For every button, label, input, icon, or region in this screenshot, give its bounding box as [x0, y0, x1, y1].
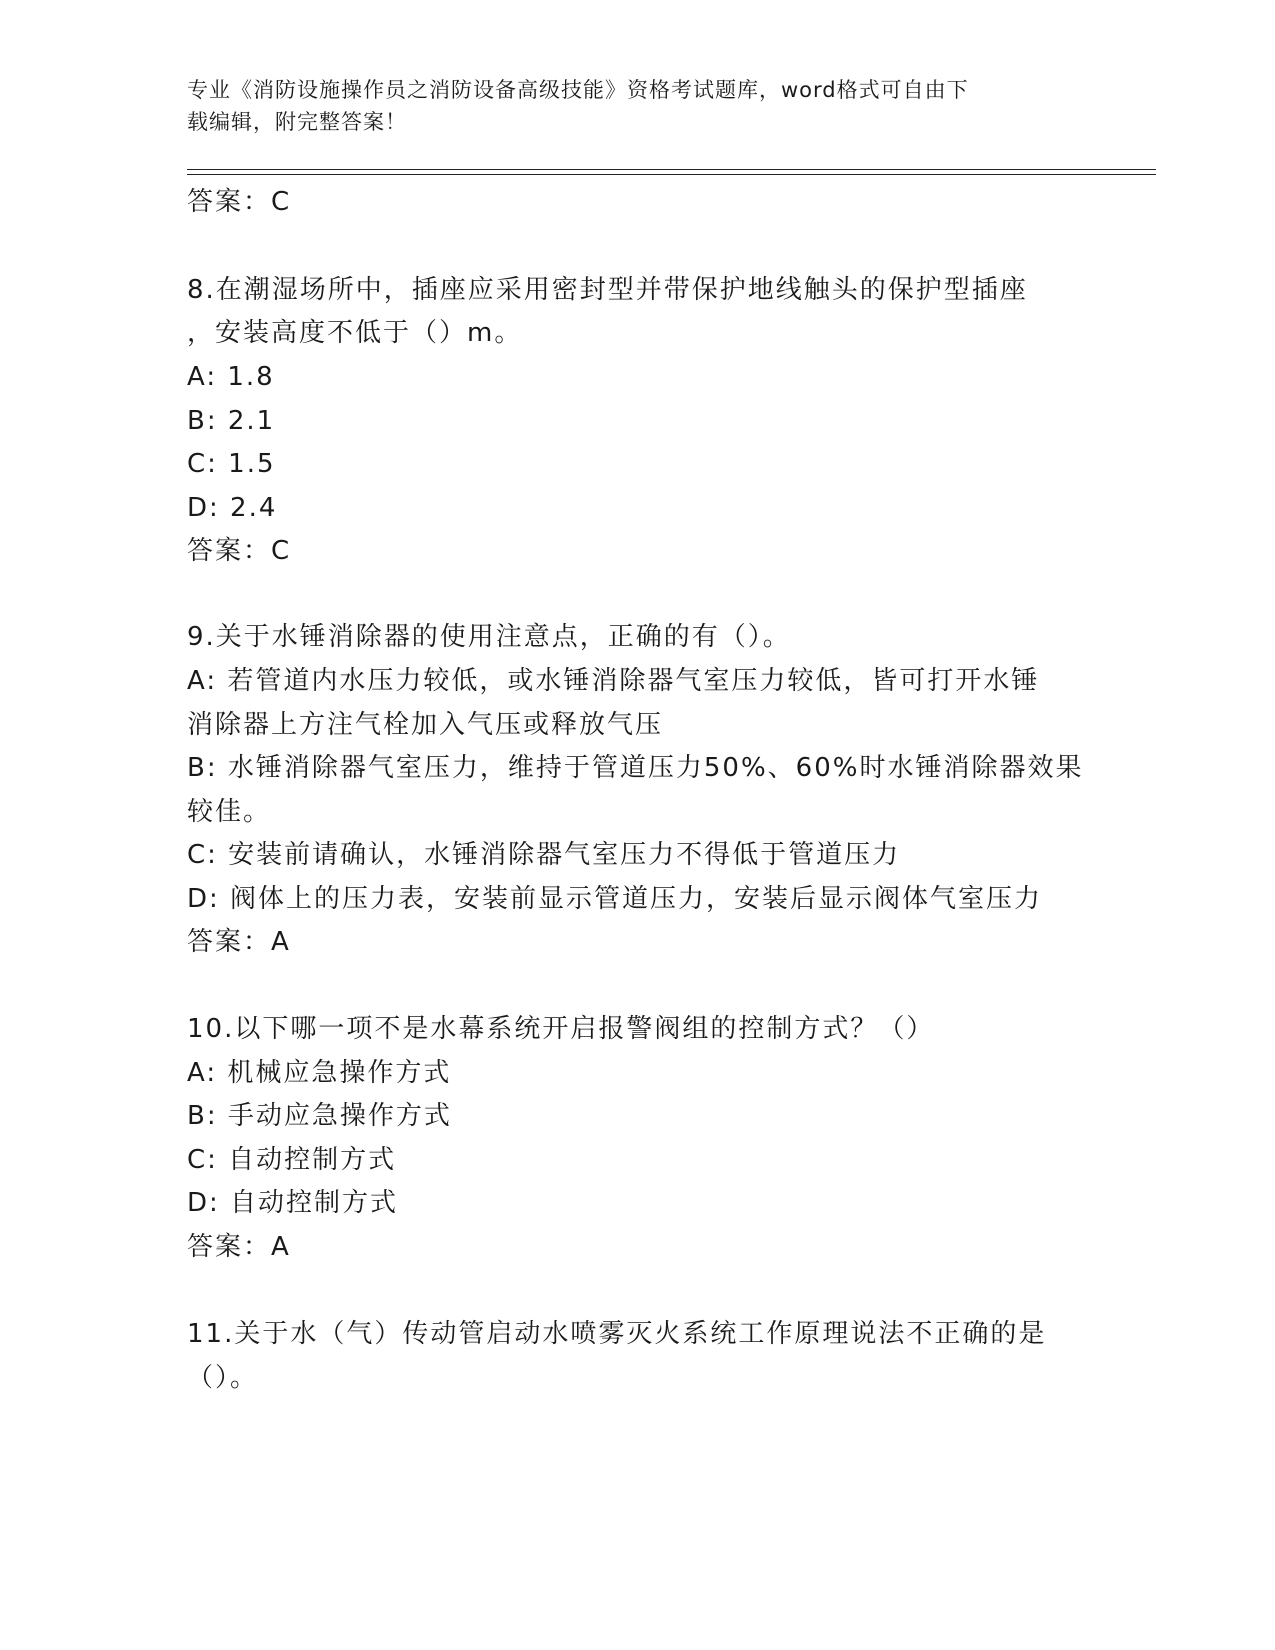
question-8-stem-line-2: ，安装高度不低于（）m。	[187, 318, 523, 348]
question-9-option-c: C: 安装前请确认，水锤消除器气室压力不得低于管道压力	[187, 840, 901, 870]
question-10-option-a: A: 机械应急操作方式	[187, 1058, 452, 1088]
question-8-answer: 答案：C	[187, 536, 292, 566]
question-9-stem: 9.关于水锤消除器的使用注意点，正确的有（）。	[187, 622, 791, 652]
question-8-option-b: B: 2.1	[187, 406, 276, 436]
question-9-answer: 答案：A	[187, 927, 291, 957]
question-8-option-a: A: 1.8	[187, 362, 275, 392]
header-rule-top	[187, 169, 1156, 170]
question-8-option-d: D: 2.4	[187, 493, 278, 523]
question-10-stem: 10.以下哪一项不是水幕系统开启报警阀组的控制方式？（）	[187, 1014, 935, 1044]
question-10-option-d: D: 自动控制方式	[187, 1188, 399, 1218]
question-9-option-a-line-1: A: 若管道内水压力较低，或水锤消除器气室压力较低，皆可打开水锤	[187, 666, 1040, 696]
header-text-line-2: 载编辑，附完整答案！	[187, 110, 407, 134]
question-9-option-d: D: 阀体上的压力表，安装前显示管道压力，安装后显示阀体气室压力	[187, 884, 1043, 914]
question-11-stem-line-2: （）。	[187, 1363, 259, 1393]
question-10-answer: 答案：A	[187, 1232, 291, 1262]
answer-previous: 答案：C	[187, 187, 292, 217]
question-10-option-b: B: 手动应急操作方式	[187, 1101, 452, 1131]
question-9-option-b-line-2: 较佳。	[187, 797, 272, 827]
header-text-line-1: 专业《消防设施操作员之消防设备高级技能》资格考试题库，word格式可自由下	[187, 78, 969, 102]
header-rule-bottom	[187, 174, 1156, 175]
question-10-option-c: C: 自动控制方式	[187, 1145, 397, 1175]
question-9-option-b-line-1: B: 水锤消除器气室压力，维持于管道压力50%、60%时水锤消除器效果	[187, 753, 1084, 783]
question-9-option-a-line-2: 消除器上方注气栓加入气压或释放气压	[187, 710, 664, 740]
question-8-stem-line-1: 8.在潮湿场所中，插座应采用密封型并带保护地线触头的保护型插座	[187, 275, 1028, 305]
question-11-stem-line-1: 11.关于水（气）传动管启动水喷雾灭火系统工作原理说法不正确的是	[187, 1319, 1047, 1349]
question-8-option-c: C: 1.5	[187, 449, 276, 479]
